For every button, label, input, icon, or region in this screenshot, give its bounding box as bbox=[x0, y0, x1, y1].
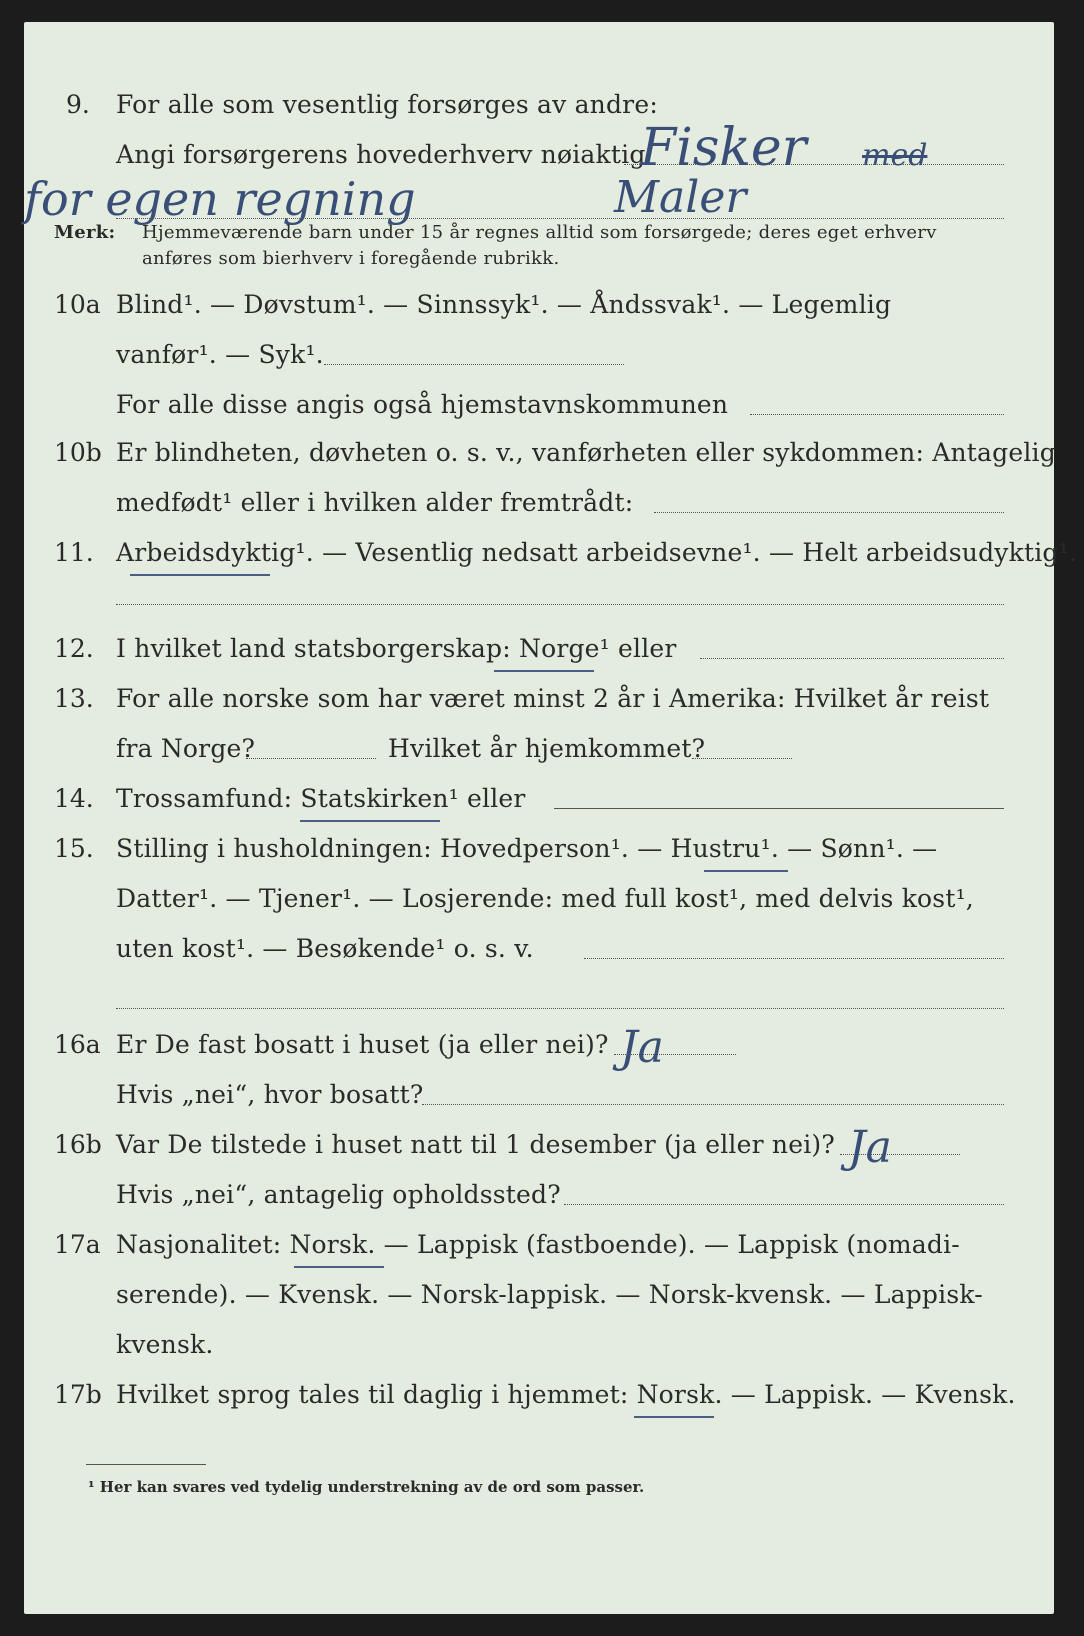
q10b-line1: Er blindheten, døvheten o. s. v., vanførheten eller sykdommen: Antagelig bbox=[116, 438, 1056, 467]
q14-handwritten-underline bbox=[300, 820, 440, 822]
q10b-number: 10b bbox=[54, 438, 102, 467]
q14-answer-line bbox=[554, 808, 1004, 809]
q17a-number: 17a bbox=[54, 1230, 101, 1259]
q10b-line2: medfødt¹ eller i hvilken alder fremtrådt: bbox=[116, 488, 634, 517]
q11-answer-line bbox=[116, 604, 1004, 605]
q11-line1: Arbeidsdyktig¹. — Vesentlig nedsatt arbeidsevne¹. — Helt arbeidsudyktig¹. bbox=[116, 538, 1077, 567]
q12-handwritten-underline bbox=[494, 670, 594, 672]
q15-line3: uten kost¹. — Besøkende¹ o. s. v. bbox=[116, 934, 534, 963]
q13-answer-line1 bbox=[246, 758, 376, 759]
q15-answer-line2 bbox=[116, 1008, 1004, 1009]
q17b-handwritten-underline bbox=[634, 1416, 714, 1418]
census-form-page bbox=[24, 22, 1077, 1614]
q16a-number: 16a bbox=[54, 1030, 101, 1059]
q16b-number: 16b bbox=[54, 1130, 102, 1159]
q9-line2: Angi forsørgerens hovederhverv nøiaktig bbox=[116, 140, 646, 169]
q14-number: 14. bbox=[54, 784, 94, 813]
q10a-line2: vanfør¹. — Syk¹. bbox=[116, 340, 324, 369]
footnote-separator bbox=[86, 1464, 206, 1465]
q17a-line1: Nasjonalitet: Norsk. — Lappisk (fastboende). — Lappisk (nomadi- bbox=[116, 1230, 960, 1259]
q16b-line1: Var De tilstede i huset natt til 1 desember (ja eller nei)? bbox=[116, 1130, 835, 1159]
q16a-answer-line2 bbox=[422, 1104, 1004, 1105]
q16a-line1: Er De fast bosatt i huset (ja eller nei)? bbox=[116, 1030, 609, 1059]
q13-line2a: fra Norge? bbox=[116, 734, 256, 763]
q10a-number: 10a bbox=[54, 290, 101, 319]
q14-line1: Trossamfund: Statskirken¹ eller bbox=[116, 784, 526, 813]
q15-answer-line1 bbox=[584, 958, 1004, 959]
q17a-line2: serende). — Kvensk. — Norsk-lappisk. — Norsk-kvensk. — Lappisk- bbox=[116, 1280, 983, 1309]
q13-answer-line2 bbox=[692, 758, 792, 759]
q9-line1: For alle som vesentlig forsørges av andre: bbox=[116, 90, 658, 119]
q13-line1: For alle norske som har været minst 2 år i Amerika: Hvilket år reist bbox=[116, 684, 990, 713]
q9-handwritten-struck: med bbox=[862, 138, 928, 173]
q13-number: 13. bbox=[54, 684, 94, 713]
q16a-line2: Hvis „nei“, hvor bosatt? bbox=[116, 1080, 424, 1109]
q10a-line1: Blind¹. — Døvstum¹. — Sinnssyk¹. — Åndssvak¹. — Legemlig bbox=[116, 290, 892, 319]
q16b-handwritten-answer: Ja bbox=[848, 1122, 892, 1173]
q12-number: 12. bbox=[54, 634, 94, 663]
q16b-answer-line2 bbox=[564, 1204, 1004, 1205]
q15-handwritten-underline bbox=[704, 870, 788, 872]
footnote: ¹ Her kan svares ved tydelig understrekning av de ord som passer. bbox=[88, 1478, 645, 1496]
merk-line2: anføres som bierhverv i foregående rubrikk. bbox=[142, 248, 560, 269]
q17b-number: 17b bbox=[54, 1380, 102, 1409]
q16a-handwritten-answer: Ja bbox=[620, 1022, 664, 1073]
q9-handwritten-secondary: Maler bbox=[614, 172, 747, 223]
q16b-line2: Hvis „nei“, antagelig opholdssted? bbox=[116, 1180, 561, 1209]
merk-label: Merk: bbox=[54, 222, 116, 243]
q17a-handwritten-underline bbox=[294, 1266, 384, 1268]
q10b-answer-line bbox=[654, 512, 1004, 513]
q13-line2b: Hvilket år hjemkommet? bbox=[388, 734, 706, 763]
q15-line2: Datter¹. — Tjener¹. — Losjerende: med full kost¹, med delvis kost¹, bbox=[116, 884, 974, 913]
q9-handwritten-occupation: Fisker bbox=[640, 118, 807, 178]
q9-answer-line2 bbox=[116, 218, 1004, 219]
q12-line1: I hvilket land statsborgerskap: Norge¹ eller bbox=[116, 634, 677, 663]
q11-handwritten-underline bbox=[130, 574, 270, 576]
merk-line1: Hjemmeværende barn under 15 år regnes alltid som forsørgede; deres eget erhverv bbox=[142, 222, 937, 243]
q9-number: 9. bbox=[66, 90, 90, 119]
q10a-answer-line1 bbox=[324, 364, 624, 365]
q17b-line1: Hvilket sprog tales til daglig i hjemmet: Norsk. — Lappisk. — Kvensk. bbox=[116, 1380, 1016, 1409]
q12-answer-line bbox=[700, 658, 1004, 659]
q17a-line3: kvensk. bbox=[116, 1330, 214, 1359]
q11-number: 11. bbox=[54, 538, 94, 567]
q15-line1: Stilling i husholdningen: Hovedperson¹. — Hustru¹. — Sønn¹. — bbox=[116, 834, 938, 863]
q9-handwritten-employer: for egen regning bbox=[24, 172, 416, 226]
q10a-answer-line2 bbox=[750, 414, 1004, 415]
q10a-line3: For alle disse angis også hjemstavnskommunen bbox=[116, 390, 729, 419]
q15-number: 15. bbox=[54, 834, 94, 863]
